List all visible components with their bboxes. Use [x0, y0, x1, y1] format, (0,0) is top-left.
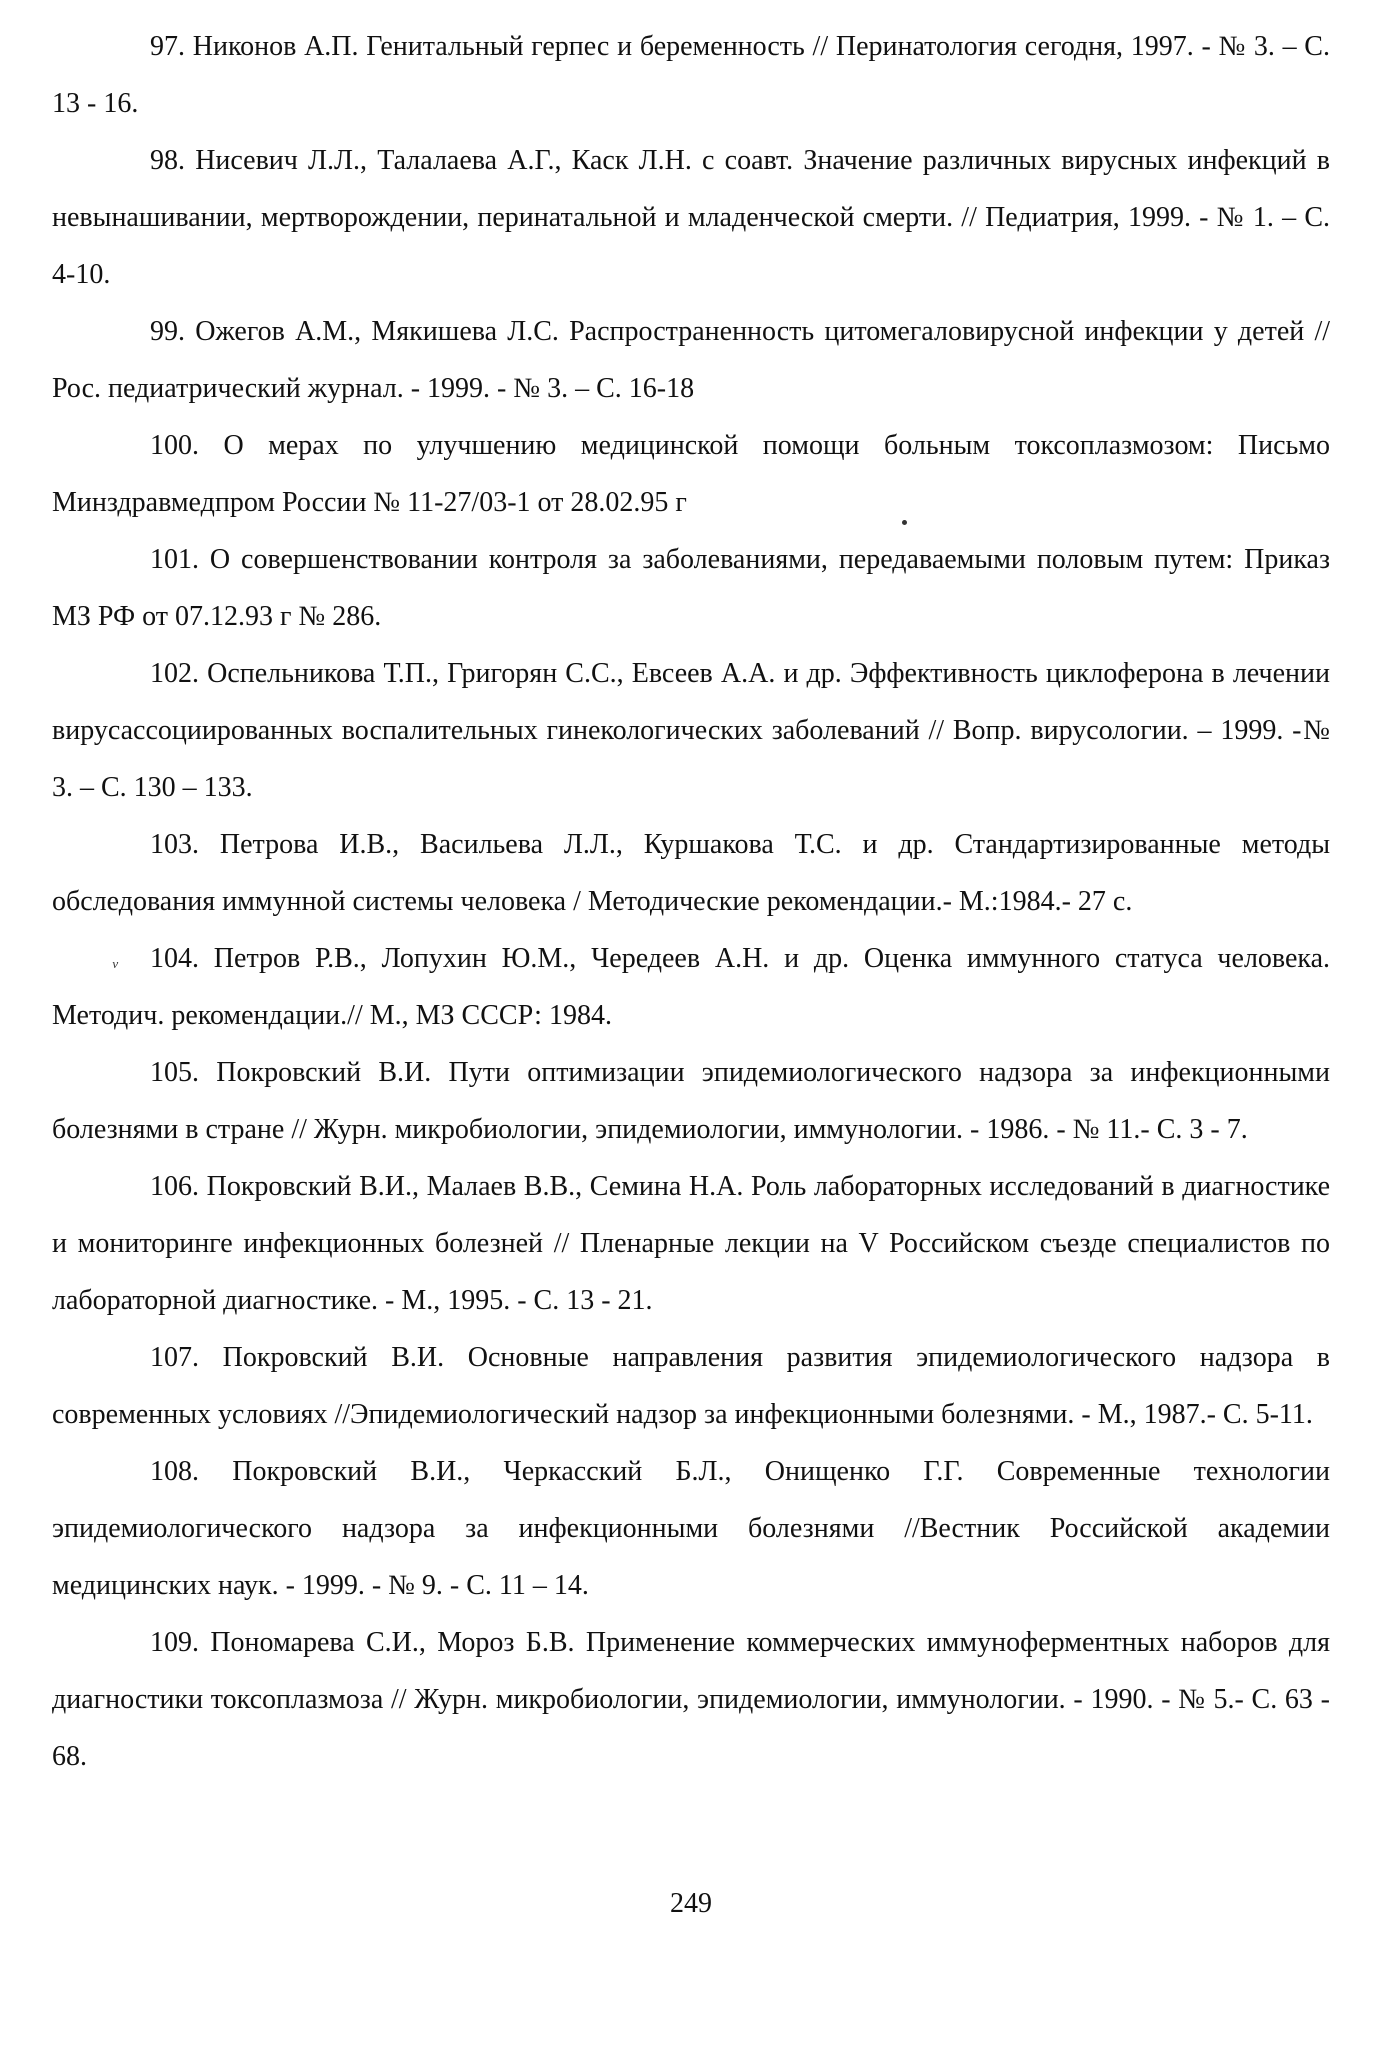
reference-text: Покровский В.И., Малаев В.В., Семина Н.А. Роль лабораторных исследований в диагностике и мониторинге инфекционных болезней // Пленарные лекции на V Российском съезде специалистов по лабораторной диагностике. - М., 1995. - С. 13 - 21. — [52, 1171, 1331, 1316]
reference-text: Ожегов А.М., Мякишева Л.С. Распространенность цитомегаловирусной инфекции у детей // Рос. педиатрический журнал. - 1999. - № 3. – С. 16-18 — [52, 316, 1331, 404]
reference-number: 97. — [150, 31, 185, 62]
reference-text: Оспельникова Т.П., Григорян С.С., Евсеев А.А. и др. Эффективность циклоферона в лечении вирусассоциированных воспалительных гинекологических заболеваний // Вопр. вирусологии. – 1999. -№ 3. – С. 130 – 133. — [52, 658, 1330, 803]
reference-number: 103. — [150, 829, 199, 860]
reference-109 — [52, 1614, 1330, 1785]
reference-list — [52, 18, 1330, 1785]
reference-104 — [52, 930, 1330, 1044]
reference-97 — [52, 18, 1330, 132]
reference-100 — [52, 417, 1330, 531]
reference-text: Покровский В.И., Черкасский Б.Л., Онищенко Г.Г. Современные технологии эпидемиологического надзора за инфекционными болезнями //Вестник Российской академии медицинских наук. - 1999. - № 9. - С. 11 – 14. — [52, 1456, 1330, 1601]
reference-108 — [52, 1443, 1330, 1614]
reference-number: 100. — [150, 430, 199, 461]
reference-number: 98. — [150, 145, 185, 176]
reference-text: Покровский В.И. Основные направления развития эпидемиологического надзора в современных условиях //Эпидемиологический надзор за инфекционными болезнями. - М., 1987.- С. 5-11. — [52, 1342, 1330, 1430]
reference-text: О мерах по улучшению медицинской помощи больным токсоплазмозом: Письмо Минздравмедпром России № 11-27/03-1 от 28.02.95 г — [52, 430, 1330, 518]
ink-dot-mark — [902, 520, 907, 525]
reference-number: 101. — [150, 544, 199, 575]
reference-number: 108. — [150, 1456, 199, 1487]
reference-number: 109. — [150, 1627, 199, 1658]
reference-107 — [52, 1329, 1330, 1443]
reference-text: О совершенствовании контроля за заболеваниями, передаваемыми половым путем: Приказ МЗ РФ от 07.12.93 г № 286. — [52, 544, 1331, 632]
reference-text: Покровский В.И. Пути оптимизации эпидемиологического надзора за инфекционными болезнями в стране // Журн. микробиологии, эпидемиологии, иммунологии. - 1986. - № 11.- С. 3 - 7. — [52, 1057, 1331, 1145]
reference-text: Нисевич Л.Л., Талалаева А.Г., Каск Л.Н. с соавт. Значение различных вирусных инфекций в невынашивании, мертворождении, перинатальной и младенческой смерти. // Педиатрия, 1999. - № 1. – С. 4-10. — [52, 145, 1331, 290]
reference-text: Пономарева С.И., Мороз Б.В. Применение коммерческих иммуноферментных наборов для диагностики токсоплазмоза // Журн. микробиологии, эпидемиологии, иммунологии. - 1990. - № 5.- С. 63 - 68. — [52, 1627, 1331, 1772]
reference-number: 99. — [150, 316, 185, 347]
reference-text: Петрова И.В., Васильева Л.Л., Куршакова Т.С. и др. Стандартизированные методы обследования иммунной системы человека / Методические рекомендации.- М.:1984.- 27 с. — [52, 829, 1331, 917]
reference-102 — [52, 645, 1330, 816]
reference-number: 107. — [150, 1342, 199, 1373]
reference-98 — [52, 132, 1330, 303]
reference-number: 102. — [150, 658, 199, 689]
reference-105 — [52, 1044, 1330, 1158]
reference-number: 104. — [150, 943, 199, 974]
reference-number: 106. — [150, 1171, 199, 1202]
reference-99 — [52, 303, 1330, 417]
pen-check-mark: ᵥ — [113, 946, 120, 971]
reference-text: Петров Р.В., Лопухин Ю.М., Чередеев А.Н. и др. Оценка иммунного статуса человека. Методич. рекомендации.// М., МЗ СССР: 1984. — [52, 943, 1331, 1031]
reference-text: Никонов А.П. Генитальный герпес и беременность // Перинатология сегодня, 1997. - № 3. – С. 13 - 16. — [52, 31, 1330, 119]
reference-101 — [52, 531, 1330, 645]
reference-number: 105. — [150, 1057, 199, 1088]
reference-106 — [52, 1158, 1330, 1329]
page-number: 249 — [670, 1888, 712, 1919]
reference-103 — [52, 816, 1330, 930]
